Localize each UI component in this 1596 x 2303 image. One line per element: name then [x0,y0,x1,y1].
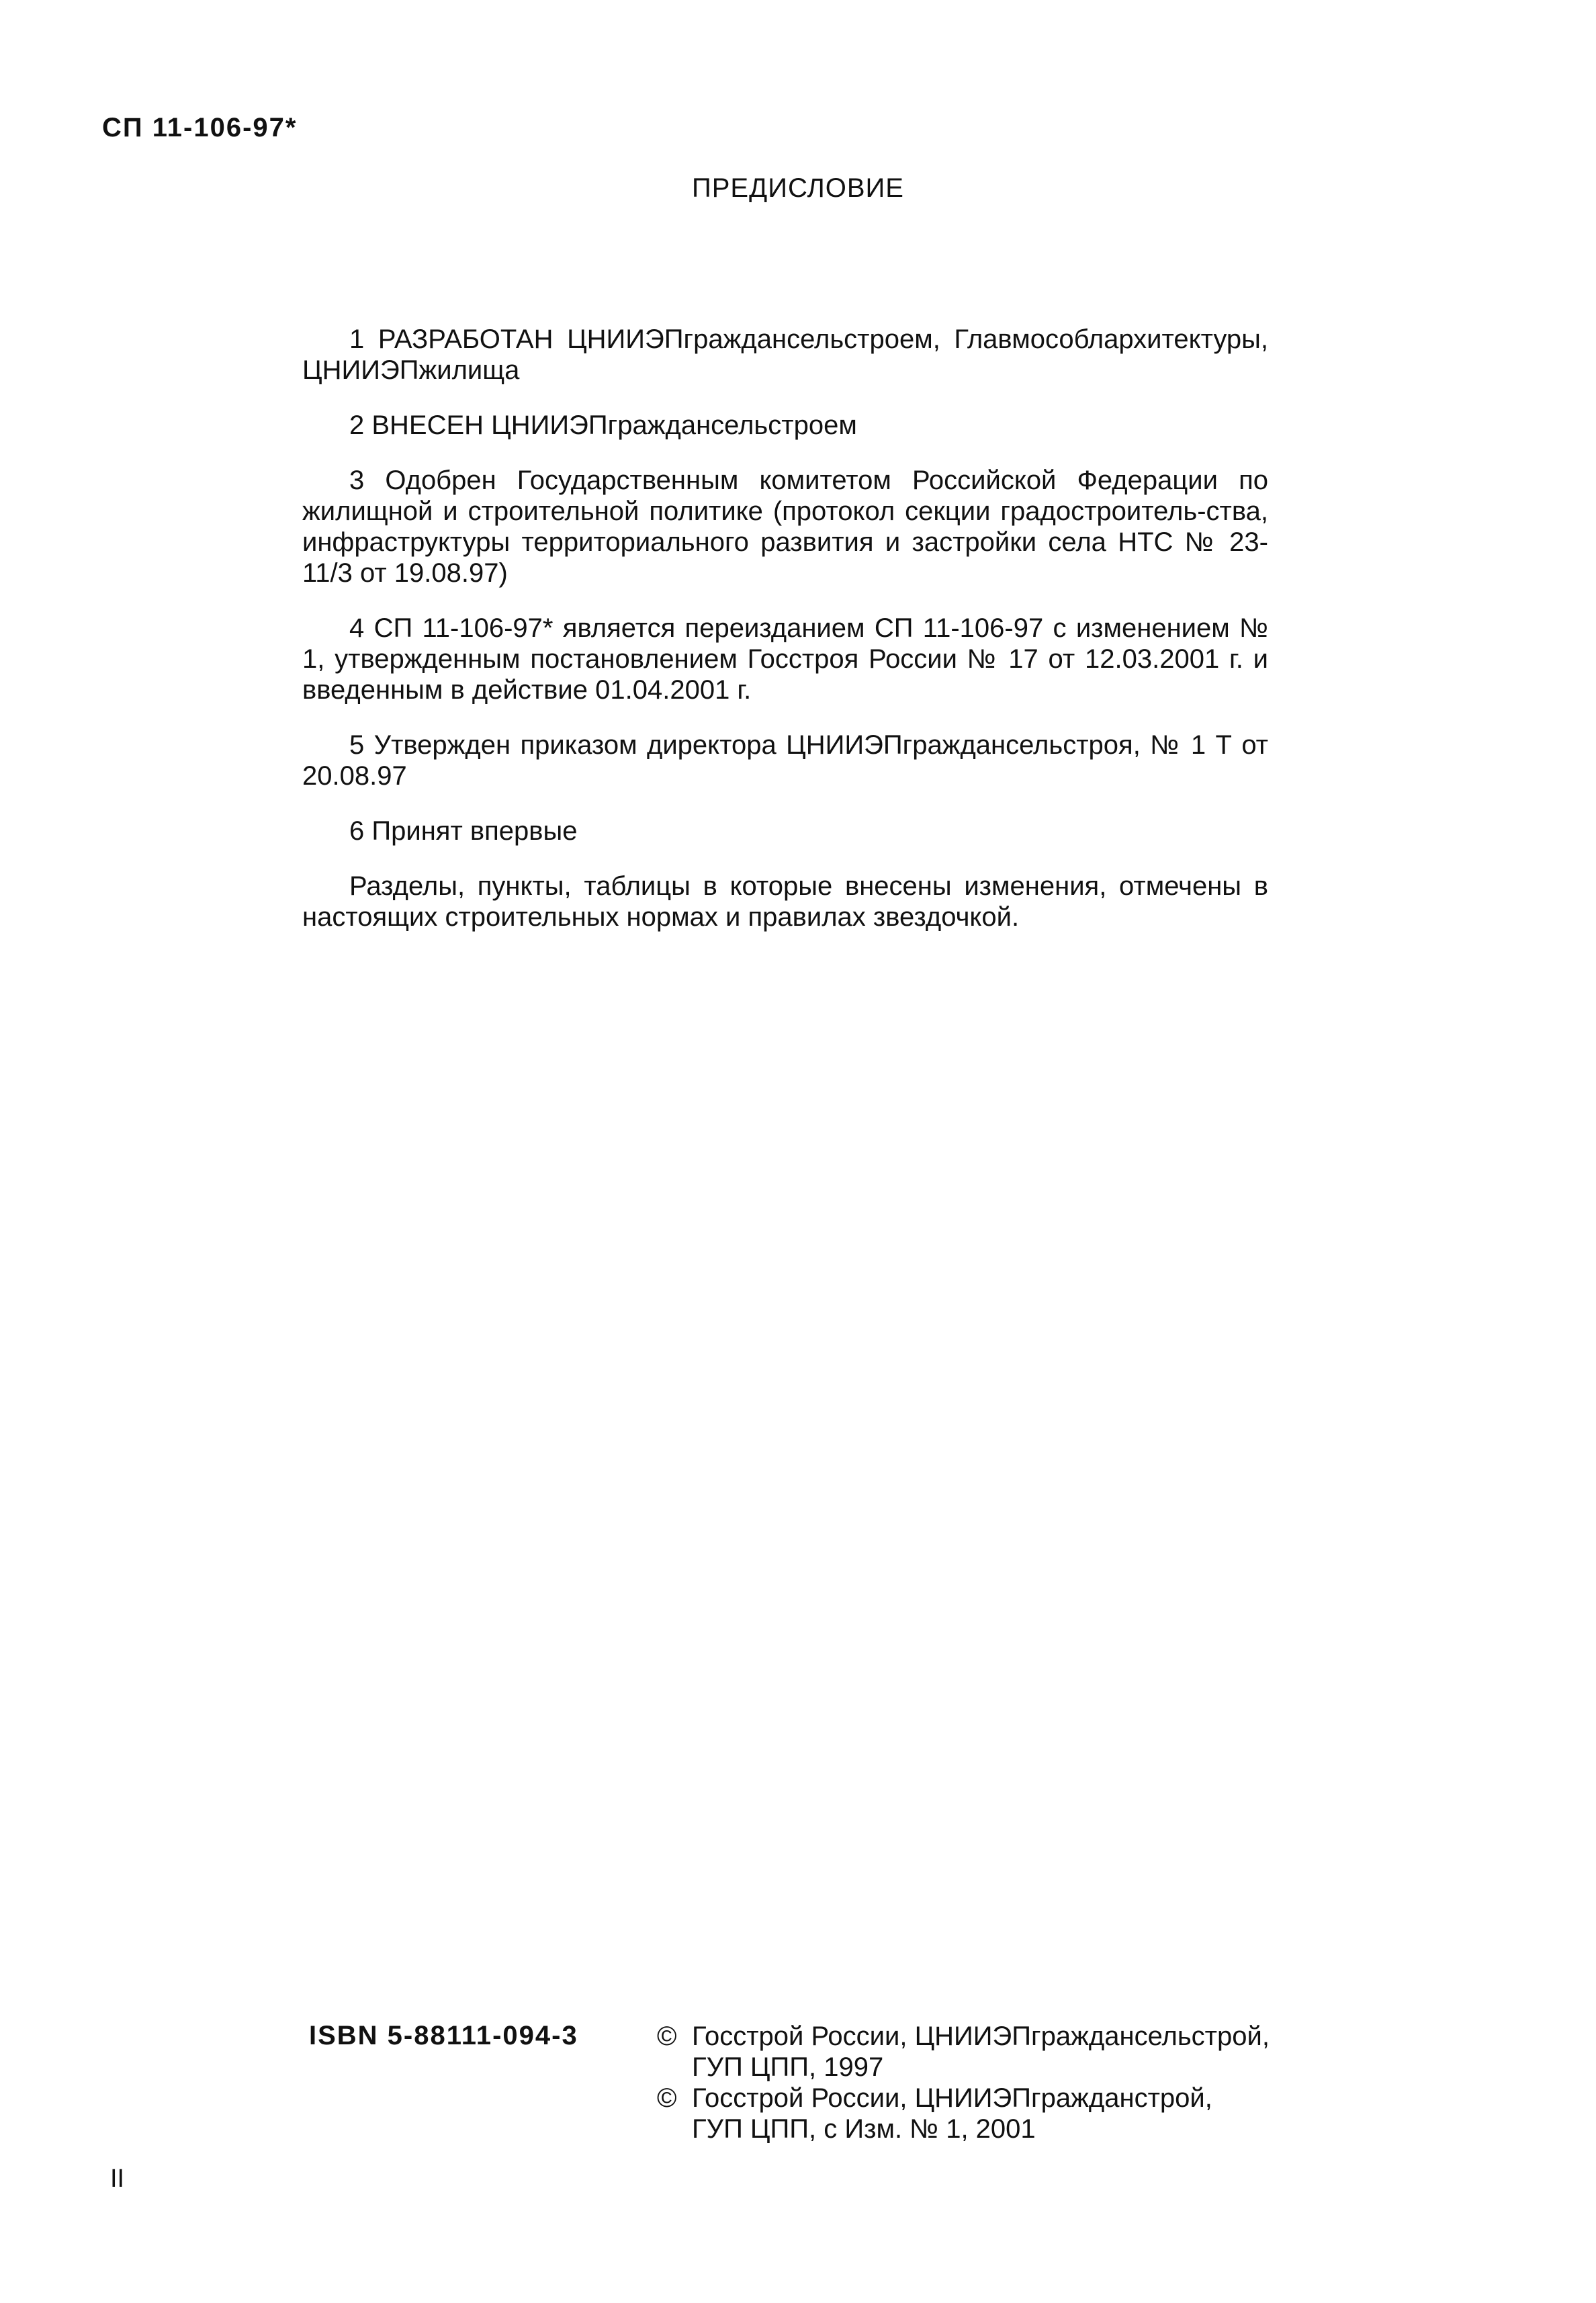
copyright-line: ГУП ЦПП, 1997 [692,2052,884,2082]
paragraph-reissue: 4 СП 11-106-97* является переизданием СП 11-106-97 с изменением № 1, утвержденным постановлением Госстроя России № 17 от 12.03.2001 г. и введенным в действие 01.04.2001 г. [302,613,1268,705]
paragraph-approved-by-committee: 3 Одобрен Государственным комитетом Российской Федерации по жилищной и строительной политике (протокол секции градостроитель-ства, инфраструктуры территориального развития и застройки села НТС № 23-11/3 от 19.08.97) [302,466,1268,588]
paragraph-changes-note: Разделы, пункты, таблицы в которые внесены изменения, отмечены в настоящих строительных нормах и правилах звездочкой. [302,871,1268,932]
copyright-block [657,2021,1302,2144]
foreword-body [302,324,1268,957]
page-number: II [110,2165,125,2193]
copyright-icon: © [657,2083,677,2113]
document-code: СП 11-106-97* [102,113,298,142]
copyright-item-1997 [657,2021,1302,2083]
paragraph-first-adopted: 6 Принят впервые [349,816,578,846]
paragraph-approved-by-order: 5 Утвержден приказом директора ЦНИИЭПграждансельстроя, № 1 Т от 20.08.97 [302,730,1268,791]
copyright-line: Госстрой России, ЦНИИЭПграждансельстрой, [692,2022,1270,2051]
copyright-line: Госстрой России, ЦНИИЭПгражданстрой, [692,2083,1212,2113]
paragraph-developed-by: 1 РАЗРАБОТАН ЦНИИЭПграждансельстроем, Главмособлархитектуры, ЦНИИЭПжилища [302,324,1268,385]
isbn: ISBN 5-88111-094-3 [309,2021,578,2050]
copyright-item-2001 [657,2083,1302,2144]
paragraph-introduced-by: 2 ВНЕСЕН ЦНИИЭПграждансельстроем [349,410,857,440]
page-title: ПРЕДИСЛОВИЕ [692,173,904,203]
copyright-icon: © [657,2022,677,2051]
copyright-line: ГУП ЦПП, с Изм. № 1, 2001 [692,2114,1036,2144]
